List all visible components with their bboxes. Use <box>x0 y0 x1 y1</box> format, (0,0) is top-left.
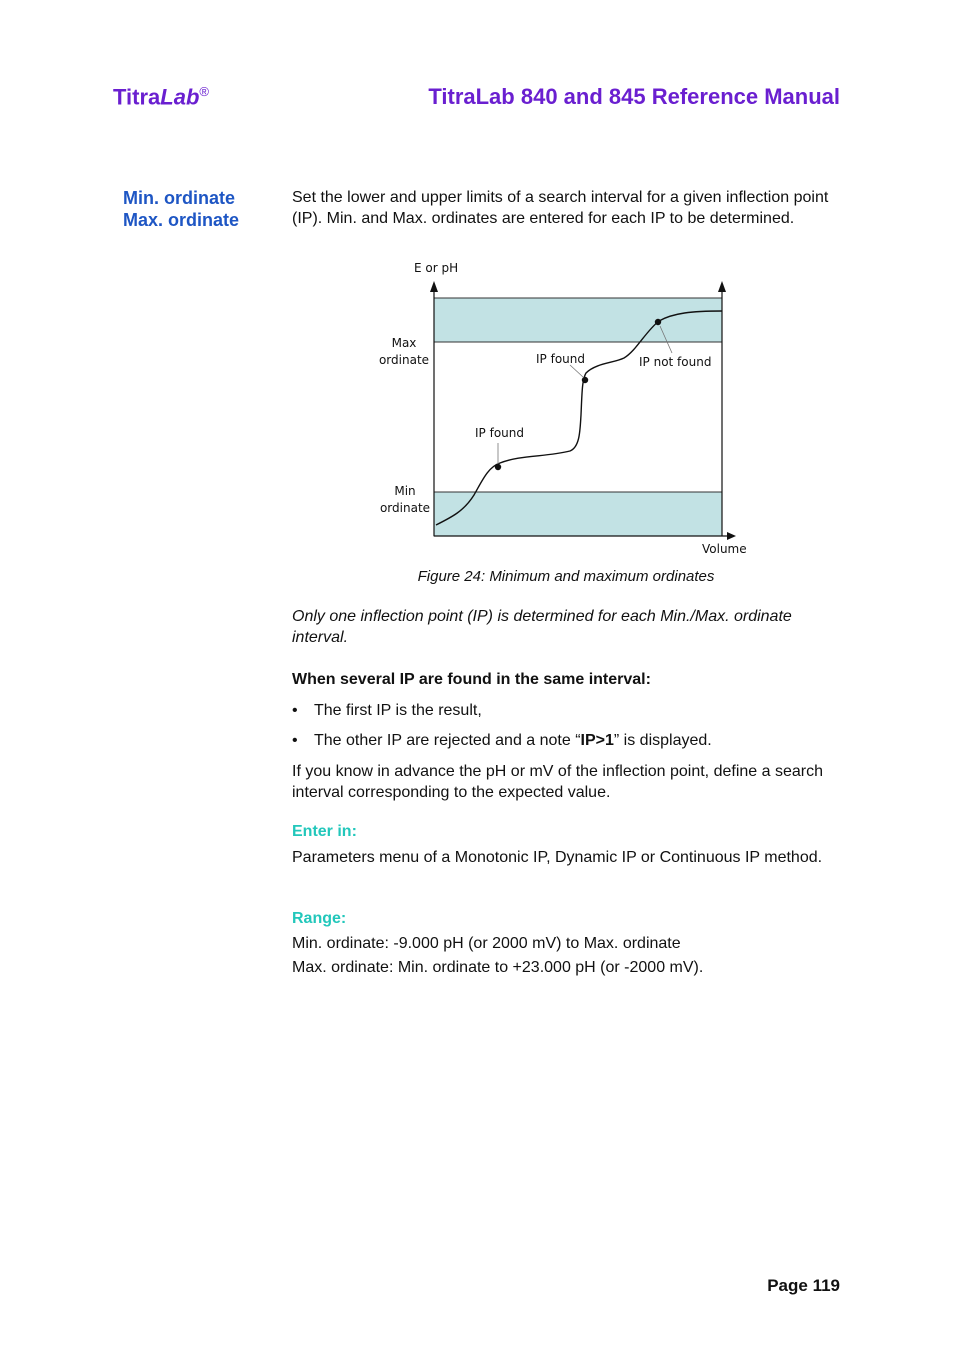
ip-point-not-found <box>655 319 661 325</box>
brand-suffix: Lab <box>160 84 200 110</box>
section-title <box>123 187 239 231</box>
brand-prefix: Titra <box>113 84 161 110</box>
enter-in-text: Parameters menu of a Monotonic IP, Dynamic IP or Continuous IP method. <box>292 849 823 866</box>
brand-logo <box>113 84 209 110</box>
advance-paragraph: If you know in advance the pH or mV of the inflection point, define a search interval corresponding to the expected value. <box>292 763 823 801</box>
page-number: Page 119 <box>767 1276 840 1295</box>
ip-point-upper <box>582 377 588 383</box>
ip-not-found-label: IP not found <box>639 355 712 369</box>
max-ordinate-band <box>434 298 722 342</box>
registered-mark: ® <box>199 84 209 99</box>
bullet-text-after: ” is displayed. <box>613 732 712 749</box>
bullet-text-code: IP>1 <box>580 732 614 749</box>
min-ordinate-band <box>434 492 722 536</box>
ordinate-figure <box>370 255 770 560</box>
note-paragraph: Only one inflection point (IP) is determined for each Min./Max. ordinate interval. <box>292 608 792 646</box>
max-label-line1: Max <box>391 336 417 350</box>
range-heading: Range: <box>292 910 347 927</box>
x-axis-arrow <box>727 532 736 540</box>
manual-title: TitraLab 840 and 845 Reference Manual <box>428 84 840 109</box>
right-axis-arrow <box>718 281 726 292</box>
several-ip-heading: When several IP are found in the same interval: <box>292 671 651 688</box>
ip-point-lower <box>495 464 501 470</box>
bullet-text: The first IP is the result, <box>314 702 482 719</box>
min-label-line2: ordinate <box>379 501 431 515</box>
bullet-marker: • <box>292 732 298 749</box>
range-line-max: Max. ordinate: Min. ordinate to +23.000 pH (or -2000 mV). <box>292 959 704 976</box>
section-title-line2: Max. ordinate <box>123 210 240 230</box>
x-axis-label: Volume <box>702 542 747 556</box>
figure-caption: Figure 24: Minimum and maximum ordinates <box>417 568 715 585</box>
leader-upper <box>570 365 583 377</box>
y-axis-arrow <box>430 281 438 292</box>
y-axis-label: E or pH <box>414 261 459 275</box>
range-line-min: Min. ordinate: -9.000 pH (or 2000 mV) to Max. ordinate <box>292 935 681 952</box>
section-title-line1: Min. ordinate <box>123 188 235 208</box>
bullet-marker: • <box>292 702 298 719</box>
intro-paragraph: Set the lower and upper limits of a search interval for a given inflection point (IP). Min. and Max. ordinates are entered for each IP to be determined. <box>292 189 829 227</box>
ip-found-lower-label: IP found <box>475 426 524 440</box>
min-label-line1: Min <box>394 484 416 498</box>
bullet-text-before: The other IP are rejected and a note “ <box>314 732 581 749</box>
enter-in-heading: Enter in: <box>292 823 357 840</box>
ip-found-upper-label: IP found <box>536 352 585 366</box>
bullet-text <box>314 730 712 751</box>
ordinate-diagram <box>370 255 770 560</box>
max-label-line2: ordinate <box>378 353 430 367</box>
